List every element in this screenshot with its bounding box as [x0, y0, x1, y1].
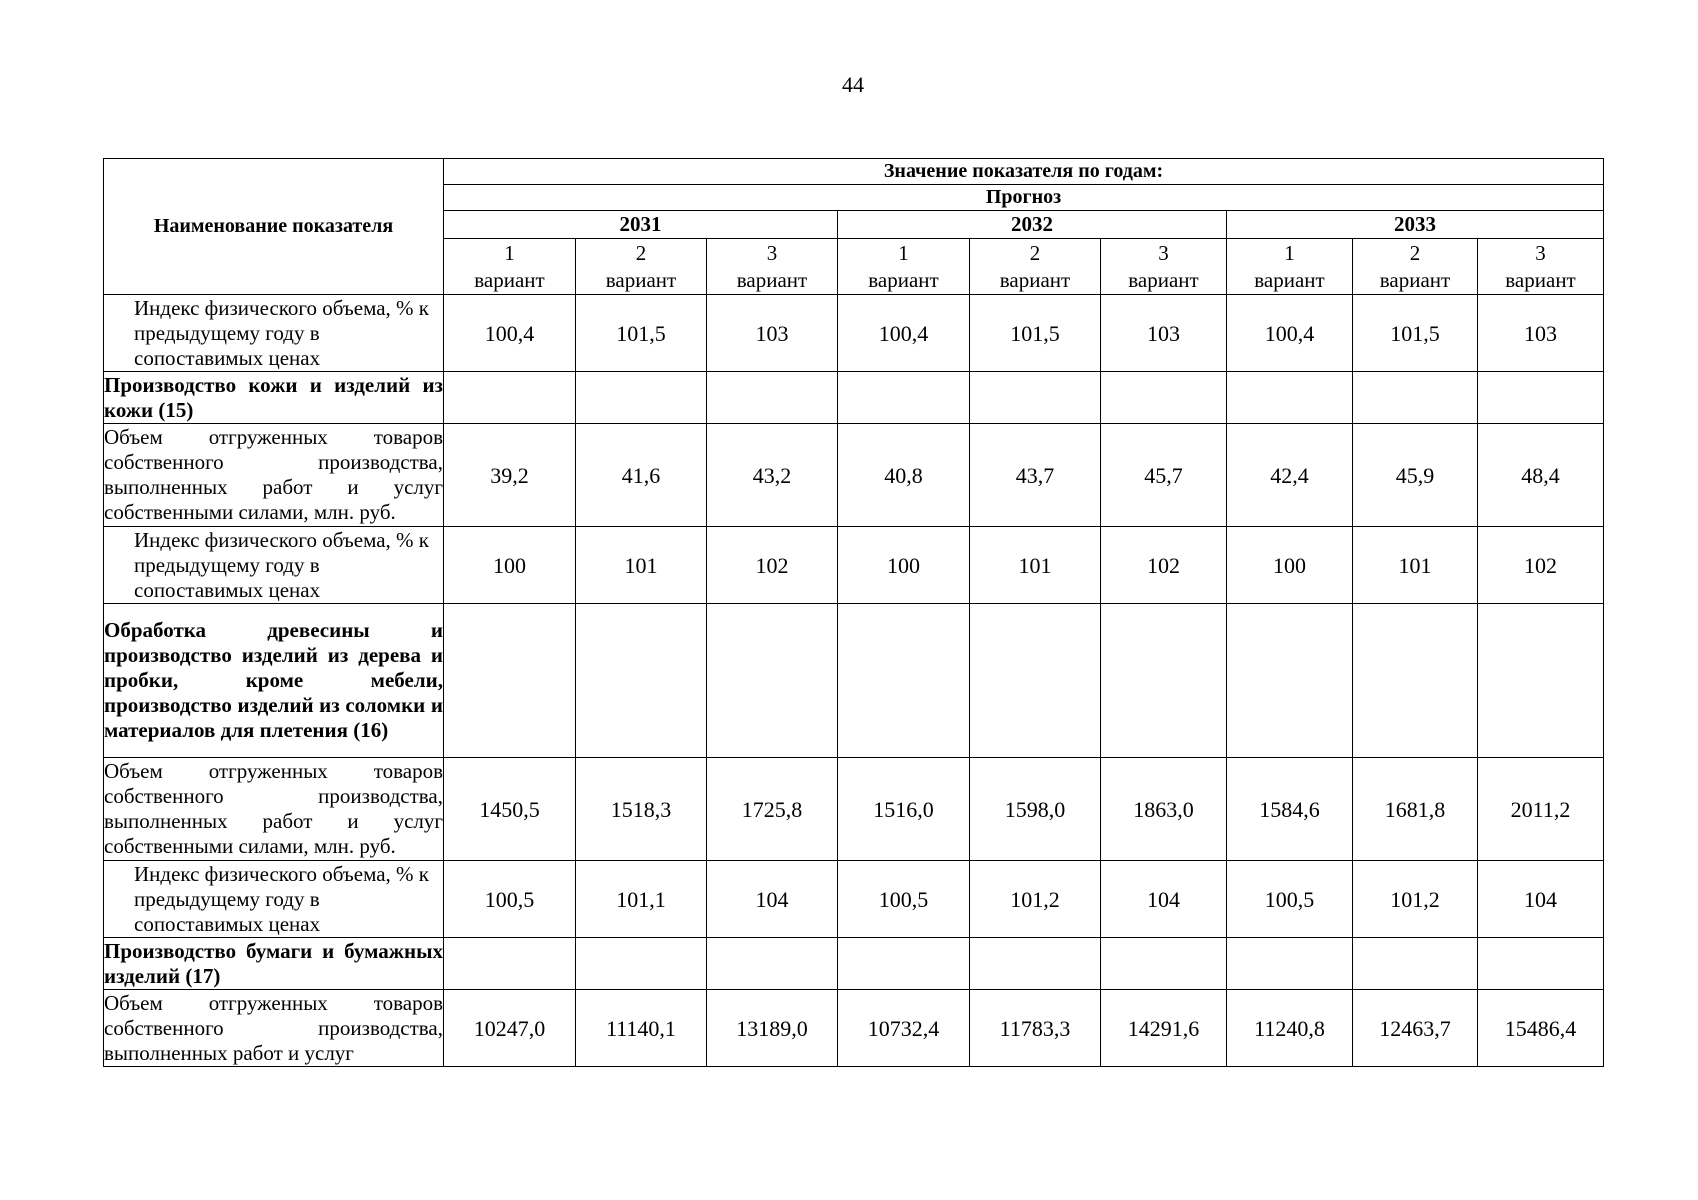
variant-header — [444, 239, 576, 295]
value-cell — [1353, 372, 1478, 424]
value-cell: 101,5 — [970, 295, 1101, 372]
variant-header — [838, 239, 970, 295]
forecast-header: Прогноз — [444, 185, 1604, 211]
value-cell: 40,8 — [838, 424, 970, 527]
value-cell — [444, 604, 576, 758]
table-row — [104, 938, 1604, 990]
table-row — [104, 758, 1604, 861]
year-header-2031: 2031 — [444, 211, 838, 239]
value-cell: 103 — [1478, 295, 1604, 372]
indicator-label: Индекс физического объема, % к предыдущему году в сопоставимых ценах — [104, 861, 444, 938]
table-row — [104, 861, 1604, 938]
indicator-label: Обработка древесины и производство изделий из дерева и пробки, кроме мебели, производство изделий из соломки и материалов для плетения (16) — [104, 604, 444, 758]
value-cell: 100 — [444, 527, 576, 604]
value-cell: 42,4 — [1227, 424, 1353, 527]
value-cell — [576, 372, 707, 424]
indicator-label: Объем отгруженных товаров собственного производства, выполненных работ и услуг собственными силами, млн. руб. — [104, 424, 444, 527]
value-cell: 1584,6 — [1227, 758, 1353, 861]
value-cell: 1681,8 — [1353, 758, 1478, 861]
table-row — [104, 604, 1604, 758]
variant-header — [1353, 239, 1478, 295]
value-cell: 12463,7 — [1353, 990, 1478, 1067]
variant-number: 1 — [1284, 240, 1295, 265]
value-cell — [1478, 604, 1604, 758]
variant-header — [1227, 239, 1353, 295]
value-cell: 103 — [707, 295, 838, 372]
value-cell: 104 — [707, 861, 838, 938]
value-cell — [1101, 372, 1227, 424]
value-cell: 102 — [1101, 527, 1227, 604]
value-cell: 39,2 — [444, 424, 576, 527]
value-cell — [970, 938, 1101, 990]
variant-word: вариант — [1128, 267, 1199, 292]
value-cell: 10732,4 — [838, 990, 970, 1067]
value-cell — [444, 372, 576, 424]
table-row — [104, 527, 1604, 604]
value-cell: 15486,4 — [1478, 990, 1604, 1067]
table-row — [104, 295, 1604, 372]
value-cell — [1101, 604, 1227, 758]
variant-number: 2 — [1029, 240, 1041, 265]
value-cell — [970, 604, 1101, 758]
value-cell: 1516,0 — [838, 758, 970, 861]
indicator-label: Объем отгруженных товаров собственного производства, выполненных работ и услуг — [104, 990, 443, 1065]
value-cell: 45,7 — [1101, 424, 1227, 527]
value-cell: 10247,0 — [444, 990, 576, 1067]
value-cell: 104 — [1101, 861, 1227, 938]
value-cell — [838, 938, 970, 990]
value-cell — [1478, 938, 1604, 990]
value-cell: 101 — [1353, 527, 1478, 604]
variant-header — [1478, 239, 1604, 295]
value-cell: 103 — [1101, 295, 1227, 372]
value-cell: 101,5 — [1353, 295, 1478, 372]
variant-number: 3 — [766, 240, 778, 265]
value-cell — [1227, 372, 1353, 424]
value-cell: 100 — [838, 527, 970, 604]
value-cell: 13189,0 — [707, 990, 838, 1067]
value-cell: 2011,2 — [1478, 758, 1604, 861]
value-cell — [970, 372, 1101, 424]
indicator-label: Индекс физического объема, % к предыдущему году в сопоставимых ценах — [104, 295, 444, 372]
value-cell — [1478, 372, 1604, 424]
year-header-2033: 2033 — [1227, 211, 1604, 239]
value-cell — [707, 372, 838, 424]
value-cell: 101,2 — [970, 861, 1101, 938]
variant-header — [1101, 239, 1227, 295]
variant-word: вариант — [736, 267, 808, 292]
value-cell — [1353, 604, 1478, 758]
variant-number: 1 — [898, 240, 909, 265]
value-cell — [838, 604, 970, 758]
value-cell: 102 — [707, 527, 838, 604]
value-cell: 101 — [576, 527, 707, 604]
value-cell: 102 — [1478, 527, 1604, 604]
indicator-label: Индекс физического объема, % к предыдущему году в сопоставимых ценах — [104, 527, 444, 604]
value-cell: 100,5 — [838, 861, 970, 938]
variant-word: вариант — [605, 267, 677, 292]
value-cell: 101,2 — [1353, 861, 1478, 938]
value-cell: 11783,3 — [970, 990, 1101, 1067]
variant-number: 2 — [1409, 240, 1421, 265]
indicator-label: Производство кожи и изделий из кожи (15) — [104, 372, 443, 422]
variant-number: 1 — [504, 240, 515, 265]
table-row — [104, 372, 1604, 424]
value-cell: 100,4 — [838, 295, 970, 372]
variant-word: вариант — [999, 267, 1071, 292]
value-cell: 1863,0 — [1101, 758, 1227, 861]
page-number: 44 — [842, 72, 864, 97]
value-cell: 104 — [1478, 861, 1604, 938]
value-cell: 48,4 — [1478, 424, 1604, 527]
value-cell — [1353, 938, 1478, 990]
value-cell: 101,1 — [576, 861, 707, 938]
value-cell — [707, 938, 838, 990]
value-cell: 100 — [1227, 527, 1353, 604]
value-cell: 41,6 — [576, 424, 707, 527]
value-cell — [1101, 938, 1227, 990]
value-cell: 1725,8 — [707, 758, 838, 861]
value-cell — [576, 938, 707, 990]
value-cell — [838, 372, 970, 424]
value-cell: 14291,6 — [1101, 990, 1227, 1067]
value-cell — [1227, 604, 1353, 758]
value-cell: 100,4 — [1227, 295, 1353, 372]
table-row — [104, 990, 1604, 1067]
variant-word: вариант — [1505, 267, 1576, 292]
table-row — [104, 424, 1604, 527]
indicator-label: Объем отгруженных товаров собственного производства, выполненных работ и услуг собственными силами, млн. руб. — [104, 758, 444, 861]
indicator-name-header: Наименование показателя — [104, 159, 444, 295]
value-cell: 101,5 — [576, 295, 707, 372]
value-cell: 43,2 — [707, 424, 838, 527]
variant-header — [970, 239, 1101, 295]
value-cell — [707, 604, 838, 758]
value-cell: 100,5 — [444, 861, 576, 938]
value-cell: 100,4 — [444, 295, 576, 372]
value-cell: 45,9 — [1353, 424, 1478, 527]
variant-word: вариант — [868, 267, 939, 292]
values-by-year-header: Значение показателя по годам: — [444, 159, 1604, 185]
value-cell: 1450,5 — [444, 758, 576, 861]
indicator-label: Производство бумаги и бумажных изделий (17) — [104, 938, 443, 988]
value-cell — [576, 604, 707, 758]
value-cell: 101 — [970, 527, 1101, 604]
variant-number: 3 — [1158, 240, 1169, 265]
value-cell: 100,5 — [1227, 861, 1353, 938]
variant-word: вариант — [1254, 267, 1325, 292]
value-cell: 1518,3 — [576, 758, 707, 861]
variant-number: 3 — [1535, 240, 1546, 265]
variant-header — [576, 239, 707, 295]
value-cell: 11240,8 — [1227, 990, 1353, 1067]
variant-header — [707, 239, 838, 295]
forecast-table — [103, 158, 1604, 1067]
value-cell — [444, 938, 576, 990]
value-cell: 11140,1 — [576, 990, 707, 1067]
variant-word: вариант — [474, 267, 545, 292]
value-cell: 1598,0 — [970, 758, 1101, 861]
year-header-2032: 2032 — [838, 211, 1227, 239]
value-cell: 43,7 — [970, 424, 1101, 527]
value-cell — [1227, 938, 1353, 990]
variant-number: 2 — [635, 240, 647, 265]
variant-word: вариант — [1379, 267, 1451, 292]
